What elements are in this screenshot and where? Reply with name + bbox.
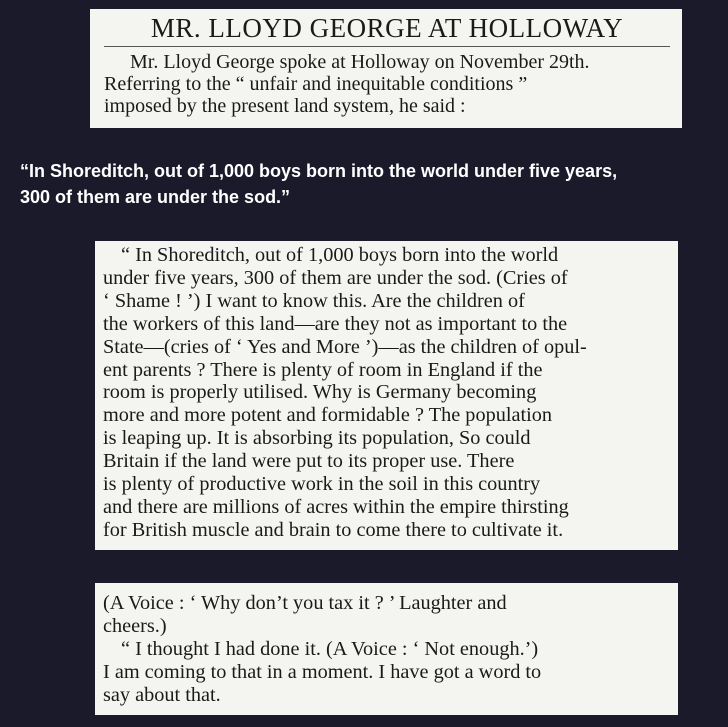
speech-line: is leaping up. It is absorbing its population, So could bbox=[103, 427, 531, 450]
pull-quote-caption bbox=[20, 158, 725, 210]
speech-line: the workers of this land—are they not as important to the bbox=[103, 312, 568, 335]
article-headline: MR. LLOYD GEORGE AT HOLLOWAY bbox=[150, 13, 624, 43]
speech-line: under five years, 300 of them are under the sod. (Cries of bbox=[103, 266, 568, 289]
reply-line: I am coming to that in a moment. I have got a word to bbox=[103, 660, 542, 683]
headline-divider bbox=[104, 46, 670, 47]
reply-line: say about that. bbox=[103, 683, 221, 706]
speech-line: “ In Shoreditch, out of 1,000 boys born into the world bbox=[121, 244, 559, 266]
article-intro-line: Referring to the “ unfair and inequitable conditions ” bbox=[104, 73, 528, 95]
newspaper-clipping-headline bbox=[90, 9, 682, 128]
speech-line: ‘ Shame ! ’) I want to know this. Are the children of bbox=[103, 289, 525, 312]
speech-line: Britain if the land were put to its proper use. There bbox=[103, 450, 515, 473]
reply-line: “ I thought I had done it. (A Voice : ‘ Not enough.’) bbox=[121, 637, 539, 660]
speech-line: ent parents ? There is plenty of room in England if the bbox=[103, 358, 543, 381]
article-intro-line: imposed by the present land system, he said : bbox=[104, 95, 466, 117]
reply-line: cheers.) bbox=[103, 614, 167, 637]
pull-quote-line: “In Shoreditch, out of 1,000 boys born into the world under five years, bbox=[20, 161, 618, 181]
newspaper-clipping-reply bbox=[95, 583, 678, 715]
article-intro-line: Mr. Lloyd George spoke at Holloway on November 29th. bbox=[130, 51, 590, 73]
speech-line: and there are millions of acres within the empire thirsting bbox=[103, 495, 569, 518]
speech-line: room is properly utilised. Why is Germany becoming bbox=[103, 381, 537, 404]
newspaper-clipping-speech bbox=[95, 241, 678, 550]
speech-line: is plenty of productive work in the soil in this country bbox=[103, 473, 541, 496]
speech-line: more and more potent and formidable ? The population bbox=[103, 404, 553, 427]
pull-quote-line: 300 of them are under the sod.” bbox=[20, 187, 291, 207]
reply-line: (A Voice : ‘ Why don’t you tax it ? ’ Laughter and bbox=[103, 592, 507, 614]
speech-line: for British muscle and brain to come there to cultivate it. bbox=[103, 518, 564, 541]
speech-line: State—(cries of ‘ Yes and More ’)—as the children of opul- bbox=[103, 335, 587, 358]
